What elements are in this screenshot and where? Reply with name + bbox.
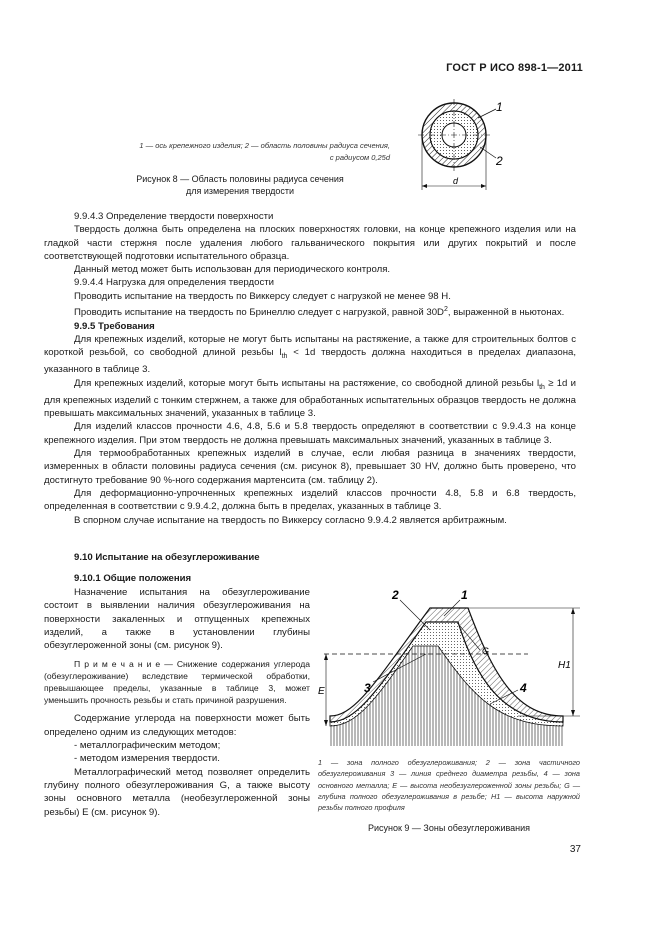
paragraph: Для крепежных изделий, которые могут быть испытаны на растяжение, со свободной длиной резьбы $l_{th} \ge 1d$ и для крепежных изделий с тонким стержнем, а также для обработанных испытательных образцов твердость не должна превышать максимальных значений, указанных в таблице 3. <box>44 377 577 420</box>
paragraph: В спорном случае испытание на твердость по Виккерсу согласно 9.9.4.2 является арбитражным. <box>74 514 507 526</box>
left-column-text <box>44 586 310 819</box>
document-id: ГОСТ Р ИСО 898-1—2011 <box>446 62 583 74</box>
paragraph: Для деформационно-упрочненных крепежных изделий классов прочности 4.8, 5.8 и 6.8 твердость, определенная в соответствии с 9.9.4.2, должна быть в пределах, указанных в таблице 3. <box>44 487 576 513</box>
figure-8-legend-line2: с радиусом 0,25d <box>329 153 390 162</box>
main-body-text <box>44 210 576 527</box>
figure-9-thread-profile <box>318 586 580 748</box>
figure-8-callout-1: 1 <box>496 100 503 114</box>
paragraph: Данный метод может быть использован для периодического контроля. <box>74 264 391 276</box>
paragraph: Проводить испытание на твердость по Бринеллю следует с нагрузкой, равной $30D^2$, выраженной в ньютонах. <box>74 306 565 319</box>
section-9943-heading: 9.9.4.3 Определение твердости поверхности <box>74 211 274 222</box>
paragraph: Для крепежных изделий, которые не могут быть испытаны на растяжение, а также для строительных болтов с короткой резьбой, со свободной длиной резьбы $l_{th} < 1d$ твердость должна находиться в пределах диапазона, указанного в таблице 3. <box>44 333 577 376</box>
figure-9-label-h1: H1 <box>558 660 571 671</box>
paragraph: Твердость должна быть определена на плоских поверхностях головки, на конце крепежного изделия или на гладкой части стержня после удаления любого гальванического покрытия или других покрытий и после соответствующей подготовки испытательного образца. <box>44 224 576 262</box>
figure-9-callout-3: 3 <box>364 681 371 695</box>
figure-8-dim-d: d <box>453 176 459 186</box>
page-number: 37 <box>569 844 581 855</box>
section-910-heading: 9.10 Испытание на обезуглероживание <box>74 552 260 563</box>
paragraph: Назначение испытания на обезуглероживание состоит в выявлении наличия обезуглероживания на поверхности закаленных и отпущенных крепежных изделий, а также в установлении глубины обезуглероженной зоны (см. рисунок 9). <box>44 587 310 652</box>
figure-9-label-e: E <box>318 686 325 697</box>
paragraph: Проводить испытание на твердость по Виккерсу следует с нагрузкой не менее 98 Н. <box>74 290 451 302</box>
figure-8-legend-line1: 1 — ось крепежного изделия; 2 — область половины радиуса сечения, <box>139 141 390 150</box>
figure-9-title: Рисунок 9 — Зоны обезуглероживания <box>367 823 531 833</box>
figure-9-callout-2: 2 <box>392 588 399 602</box>
section-9101-heading: 9.10.1 Общие положения <box>74 573 192 584</box>
list-item: - металлографическим методом; <box>74 740 221 752</box>
list-item: - методом измерения твердости. <box>74 753 220 765</box>
figure-9-label-g: G <box>482 646 490 656</box>
figure-8-legend <box>60 140 390 164</box>
figure-9-legend: 1 — зона полного обезуглероживания; 2 — зона частичного обезуглероживания 3 — линия среднего диаметра резьбы, 4 — зона основного металла; E — высота необезуглероженной зоны резьбы; G — глубина полного обезуглероживания в резьбе; H1 — высота наружной резьбы полного профиля <box>318 758 580 813</box>
figure-9-callout-4: 4 <box>520 681 527 695</box>
figure-8-cross-section <box>412 98 522 198</box>
figure-8-callout-2: 2 <box>496 154 503 168</box>
figure-9-callout-1: 1 <box>461 588 468 602</box>
section-995-heading: 9.9.5 Требования <box>74 320 155 332</box>
paragraph: Для изделий классов прочности 4.6, 4.8, 5.6 и 5.8 твердость определяют в соответствии с 9.9.4.3 на конце крепежного изделия. При этом твердость не должна превышать максимальных значений, указанных в таблице 3. <box>44 421 576 446</box>
paragraph: Металлографический метод позволяет определить глубину полного обезуглероживания G, а также высоту зоны основного металла (необезуглероженной зоны резьбы) E (см. рисунок 9). <box>44 766 310 818</box>
section-9944-heading: 9.9.4.4 Нагрузка для определения твердости <box>74 277 275 289</box>
paragraph: Содержание углерода на поверхности может быть определено одним из следующих методов: <box>44 713 310 738</box>
note: П р и м е ч а н и е — Снижение содержания углерода (обезуглероживание) вследствие термической обработки, превышающее пределы, указанные в таблице 3, может уменьшить прочность резьбы и стать причиной разрушения. <box>44 659 310 706</box>
figure-8-title: Рисунок 8 — Область половины радиуса сечения для измерения твердости <box>136 174 344 196</box>
paragraph: Для термообработанных крепежных изделий в случае, если любая разница в значениях твердости, измеренных в области половины радиуса сечения (см. рисунок 8), превышает 30 HV, должно быть проверено, что достигнуто требование 90 %-ного содержания мартенсита (см. таблицу 2). <box>44 448 576 486</box>
